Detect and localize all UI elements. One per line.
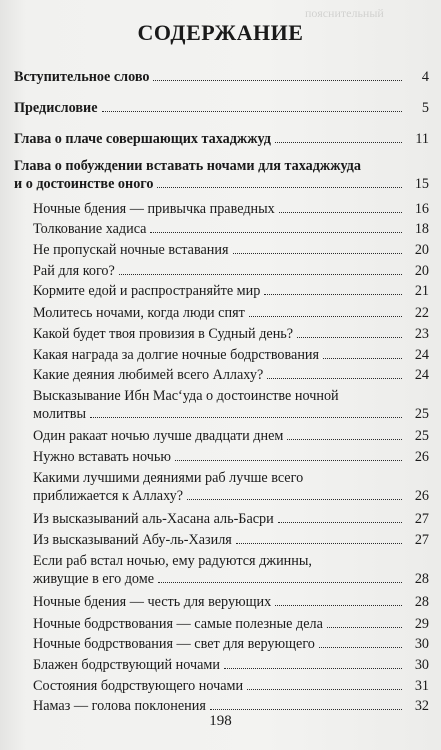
dot-leader <box>90 417 402 418</box>
dot-leader <box>150 232 402 233</box>
toc-entry-title: Из высказываний Абу-ль-Хазиля <box>33 532 232 548</box>
toc-entry-title: Высказывание Ибн Мас‘уда о достоинстве ночной <box>33 388 339 404</box>
toc-page-number: 20 <box>414 263 429 279</box>
toc-entry-text <box>33 304 405 322</box>
toc-entry-text <box>14 157 361 175</box>
toc-entry-text <box>33 615 405 633</box>
dot-leader <box>297 337 402 338</box>
toc-entry-text <box>33 220 405 238</box>
toc-page-number: 27 <box>414 532 429 548</box>
toc-page-number: 32 <box>414 698 429 714</box>
toc-page-number: 4 <box>421 69 429 85</box>
toc-entry-title: Состояния бодрствующего ночами <box>33 678 244 694</box>
toc-entry-text <box>33 427 405 445</box>
toc-page-number: 24 <box>414 367 429 383</box>
dot-leader <box>249 316 402 317</box>
toc-page-number: 25 <box>414 406 429 422</box>
dot-leader <box>319 647 402 648</box>
toc-entry-title: молитвы <box>33 406 86 422</box>
toc-page-number: 26 <box>414 488 429 504</box>
toc-entry-text <box>33 325 405 343</box>
toc-entry-text <box>33 570 405 588</box>
toc-entry-title: Какой будет твоя провизия в Судный день? <box>33 326 294 342</box>
toc-page-number: 30 <box>414 636 429 652</box>
toc-entry-title: Блажен бодрствующий ночами <box>33 657 220 673</box>
dot-leader <box>275 605 402 606</box>
toc-entry-title: Глава о плаче совершающих тахаджжуд <box>14 131 271 147</box>
page-title: СОДЕРЖАНИЕ <box>137 20 304 45</box>
toc-entry-title: Ночные бодрствования — самые полезные дела <box>33 616 323 632</box>
toc-entry-text <box>33 387 339 405</box>
dot-leader <box>275 142 402 143</box>
toc-page-number: 25 <box>414 428 429 444</box>
toc-page-number: 28 <box>414 571 429 587</box>
toc-page-number: 22 <box>414 305 429 321</box>
toc-entry-title: Толкование хадиса <box>33 221 147 237</box>
toc-entry-title: Один ракаат ночью лучше двадцати днем <box>33 428 284 444</box>
toc-entry-title: Ночные бдения — честь для верующих <box>33 594 272 610</box>
toc-entry-title: Ночные бодрствования — свет для верующего <box>33 636 315 652</box>
toc-entry-text <box>33 593 405 611</box>
toc-entry-text <box>33 469 303 487</box>
toc-entry-title: Вступительное слово <box>14 69 150 85</box>
dot-leader <box>102 111 402 112</box>
dot-leader <box>187 499 402 500</box>
toc-entry-title: Молитесь ночами, когда люди спят <box>33 305 245 321</box>
toc-entry-text <box>33 677 405 695</box>
toc-page-number: 27 <box>414 511 429 527</box>
dot-leader <box>279 212 402 213</box>
dot-leader <box>236 543 402 544</box>
toc-entry-title: Ночные бдения — привычка праведных <box>33 201 275 217</box>
toc-page-number: 15 <box>414 176 429 192</box>
toc-entry-text <box>33 552 312 570</box>
toc-entry-text <box>33 346 405 364</box>
toc-page-number: 5 <box>421 100 429 116</box>
toc-page-number: 16 <box>414 201 429 217</box>
dot-leader <box>287 439 402 440</box>
dot-leader <box>247 689 402 690</box>
dot-leader <box>210 709 402 710</box>
toc-entry-title: Какие деяния любимей всего Аллаху? <box>33 367 264 383</box>
toc-entry-text <box>33 531 405 549</box>
toc-entry-text <box>33 510 405 528</box>
toc-entry-text <box>33 448 405 466</box>
toc-entry-title: приближается к Аллаху? <box>33 488 184 504</box>
toc-entry-title: Если раб встал ночью, ему радуются джинны, <box>33 553 312 569</box>
toc-entry-title: Нужно вставать ночью <box>33 449 171 465</box>
toc-page-number: 11 <box>415 131 429 147</box>
toc-entry-text <box>14 68 405 86</box>
toc-entry-title: Не пропускай ночные вставания <box>33 242 229 258</box>
toc-page-number: 30 <box>414 657 429 673</box>
toc-entry-text <box>14 130 405 148</box>
toc-entry-text <box>33 405 405 423</box>
toc-page-number: 18 <box>414 221 429 237</box>
toc-entry-text <box>33 262 405 280</box>
toc-entry-text <box>14 175 405 193</box>
dot-leader <box>153 80 402 81</box>
toc-page-number: 28 <box>414 594 429 610</box>
toc-entry-text <box>33 241 405 259</box>
toc-entry-title: живущие в его доме <box>33 571 155 587</box>
toc-entry-text <box>33 200 405 218</box>
dot-leader <box>233 253 403 254</box>
page-number: 198 <box>209 713 232 729</box>
toc-entry-title: Предисловие <box>14 100 98 116</box>
toc-entry-text <box>33 656 405 674</box>
toc-entry-title: Глава о побуждении вставать ночами для тахаджжуда <box>14 158 361 174</box>
toc-entry-title: Какая награда за долгие ночные бодрствования <box>33 347 320 363</box>
dot-leader <box>323 358 402 359</box>
dot-leader <box>264 294 402 295</box>
dot-leader <box>224 668 402 669</box>
toc-entry-text <box>33 635 405 653</box>
toc-entry-text <box>33 282 405 300</box>
dot-leader <box>157 187 402 188</box>
dot-leader <box>175 460 402 461</box>
toc-page-number: 20 <box>414 242 429 258</box>
toc-entry-title: и о достоинстве оного <box>14 176 154 192</box>
toc-page-number: 31 <box>414 678 429 694</box>
toc-entry-text <box>33 487 405 505</box>
toc-page-number: 26 <box>414 449 429 465</box>
toc-page-number: 24 <box>414 347 429 363</box>
dot-leader <box>278 522 402 523</box>
toc-entry-text <box>33 366 405 384</box>
toc-page-number: 29 <box>414 616 429 632</box>
toc-entry-title: Кормите едой и распространяйте мир <box>33 283 261 299</box>
bleed-through-text: пояснительный <box>305 6 384 20</box>
dot-leader <box>158 582 402 583</box>
toc-entry-title: Намаз — голова поклонения <box>33 698 206 714</box>
dot-leader <box>119 274 402 275</box>
toc-entry-text <box>14 99 405 117</box>
toc-entry-title: Из высказываний аль-Хасана аль-Басри <box>33 511 274 527</box>
dot-leader <box>267 378 402 379</box>
toc-page-number: 23 <box>414 326 429 342</box>
toc-entry-title: Рай для кого? <box>33 263 115 279</box>
dot-leader <box>327 627 402 628</box>
toc-entry-title: Какими лучшими деяниями раб лучше всего <box>33 470 304 486</box>
toc-page-number: 21 <box>414 283 429 299</box>
